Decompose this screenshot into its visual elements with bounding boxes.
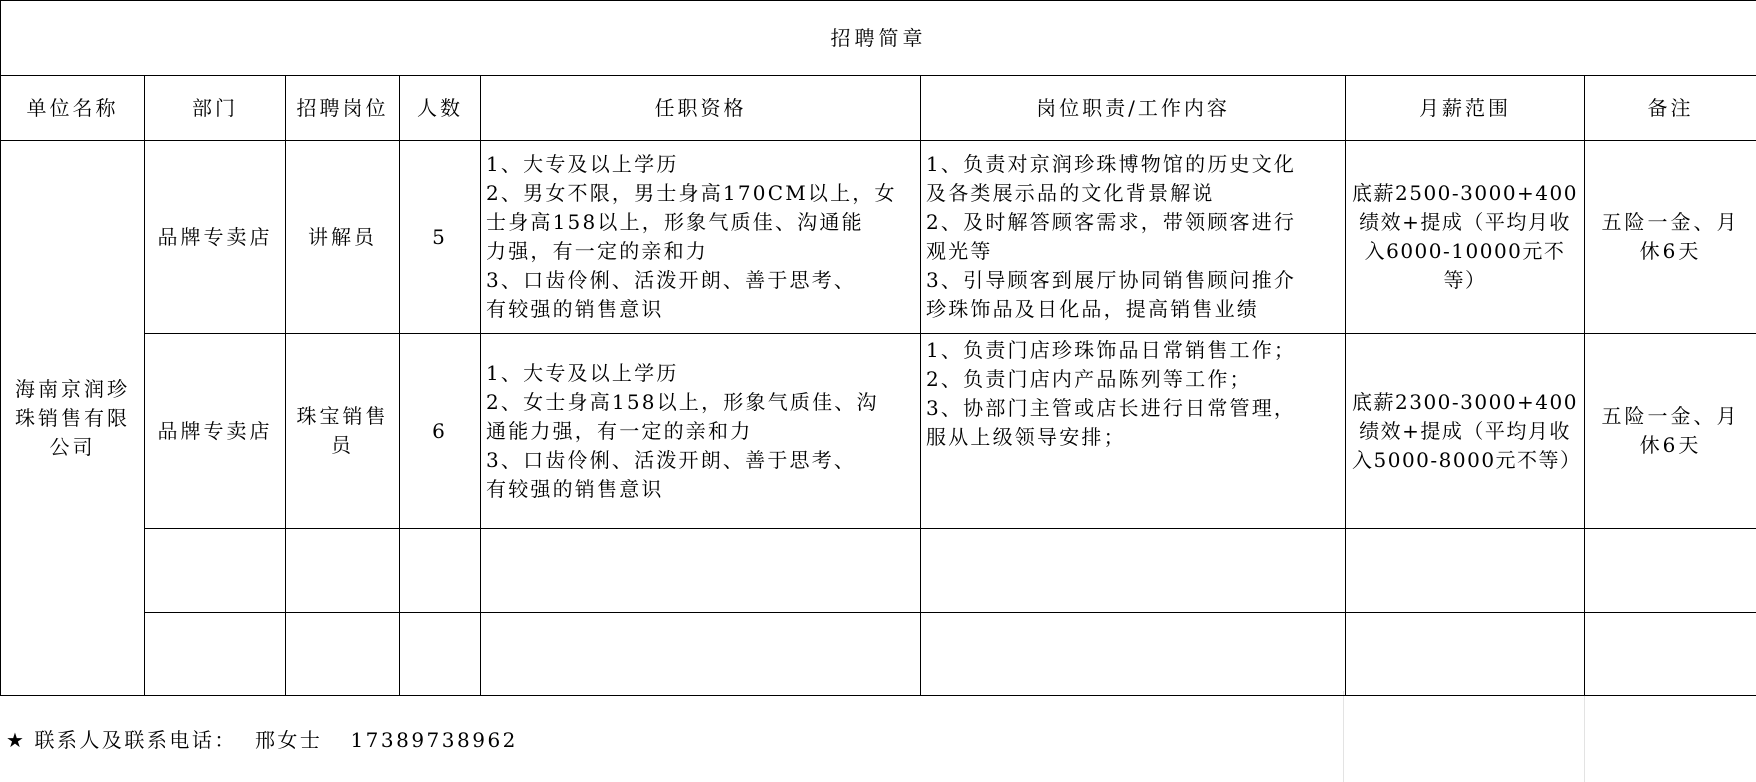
table-row — [1, 141, 1756, 334]
contact-phone: 17389738962 — [350, 728, 518, 752]
empty-row — [1, 613, 1756, 696]
empty-cell — [1585, 529, 1756, 613]
table-row — [1, 334, 1756, 529]
duties-line: 1、负责对京润珍珠博物馆的历史文化 — [926, 152, 1297, 176]
gridline — [1343, 691, 1344, 782]
empty-cell — [286, 613, 400, 696]
gridline — [1584, 691, 1585, 782]
empty-cell — [481, 529, 921, 613]
duties-line: 1、负责门店珍珠饰品日常销售工作； — [926, 338, 1297, 362]
requirements-line: 2、女士身高158以上，形象气质佳、沟 — [486, 389, 879, 414]
department-cell: 品牌专卖店 — [145, 334, 286, 529]
requirements-line: 通能力强，有一定的亲和力 — [486, 418, 753, 443]
salary-cell: 底薪2500-3000+400绩效+提成（平均月收入6000-10000元不等） — [1346, 141, 1585, 334]
header-company: 单位名称 — [1, 76, 145, 141]
empty-cell — [400, 613, 481, 696]
requirements-line: 力强，有一定的亲和力 — [486, 239, 708, 263]
header-requirements: 任职资格 — [481, 76, 921, 141]
requirements-cell — [481, 334, 921, 529]
department-cell: 品牌专卖店 — [145, 141, 286, 334]
header-department: 部门 — [145, 76, 286, 141]
empty-cell — [481, 613, 921, 696]
requirements-cell — [481, 141, 921, 334]
empty-cell — [400, 529, 481, 613]
header-count: 人数 — [400, 76, 481, 141]
empty-cell — [921, 613, 1346, 696]
remarks-cell: 五险一金、月休6天 — [1585, 334, 1756, 529]
empty-cell — [921, 529, 1346, 613]
duties-line: 观光等 — [926, 239, 993, 263]
header-row — [1, 76, 1756, 141]
requirements-line: 士身高158以上，形象气质佳、沟通能 — [486, 210, 864, 234]
requirements-line: 有较强的销售意识 — [486, 297, 664, 321]
requirements-line: 2、男女不限，男士身高170CM以上，女 — [486, 181, 897, 205]
star-icon: ★ — [6, 728, 27, 752]
contact-line — [6, 724, 518, 753]
salary-cell: 底薪2300-3000+400绩效+提成（平均月收入5000-8000元不等） — [1346, 334, 1585, 529]
contact-label: 联系人及联系电话： — [34, 728, 237, 752]
position-cell: 讲解员 — [286, 141, 400, 334]
requirements-line: 1、大专及以上学历 — [486, 360, 679, 385]
duties-cell — [921, 141, 1346, 334]
count-cell: 6 — [400, 334, 481, 529]
header-salary: 月薪范围 — [1346, 76, 1585, 141]
company-name: 海南京润珍珠销售有限公司 — [1, 141, 145, 696]
duties-line: 3、协部门主管或店长进行日常管理， — [926, 396, 1297, 420]
empty-cell — [145, 613, 286, 696]
empty-cell — [286, 529, 400, 613]
duties-cell — [921, 334, 1346, 529]
empty-row — [1, 529, 1756, 613]
requirements-line: 3、口齿伶俐、活泼开朗、善于思考、 — [486, 268, 857, 292]
count-cell: 5 — [400, 141, 481, 334]
duties-line: 珍珠饰品及日化品，提高销售业绩 — [926, 297, 1259, 321]
duties-line: 2、负责门店内产品陈列等工作； — [926, 367, 1252, 391]
empty-cell — [1346, 529, 1585, 613]
requirements-line: 1、大专及以上学历 — [486, 152, 679, 176]
requirements-line: 3、口齿伶俐、活泼开朗、善于思考、 — [486, 447, 857, 472]
position-cell: 珠宝销售员 — [286, 334, 400, 529]
empty-cell — [145, 529, 286, 613]
requirements-line: 有较强的销售意识 — [486, 476, 664, 501]
duties-line: 2、及时解答顾客需求，带领顾客进行 — [926, 210, 1297, 234]
empty-cell — [1346, 613, 1585, 696]
duties-line: 及各类展示品的文化背景解说 — [926, 181, 1215, 205]
header-duties: 岗位职责/工作内容 — [921, 76, 1346, 141]
contact-name: 邢女士 — [254, 728, 323, 752]
empty-cell — [1585, 613, 1756, 696]
header-position: 招聘岗位 — [286, 76, 400, 141]
page-title: 招聘简章 — [1, 1, 1756, 76]
duties-line: 服从上级领导安排； — [926, 425, 1126, 449]
header-remarks: 备注 — [1585, 76, 1756, 141]
duties-line: 3、引导顾客到展厅协同销售顾问推介 — [926, 268, 1297, 292]
remarks-cell: 五险一金、月休6天 — [1585, 141, 1756, 334]
